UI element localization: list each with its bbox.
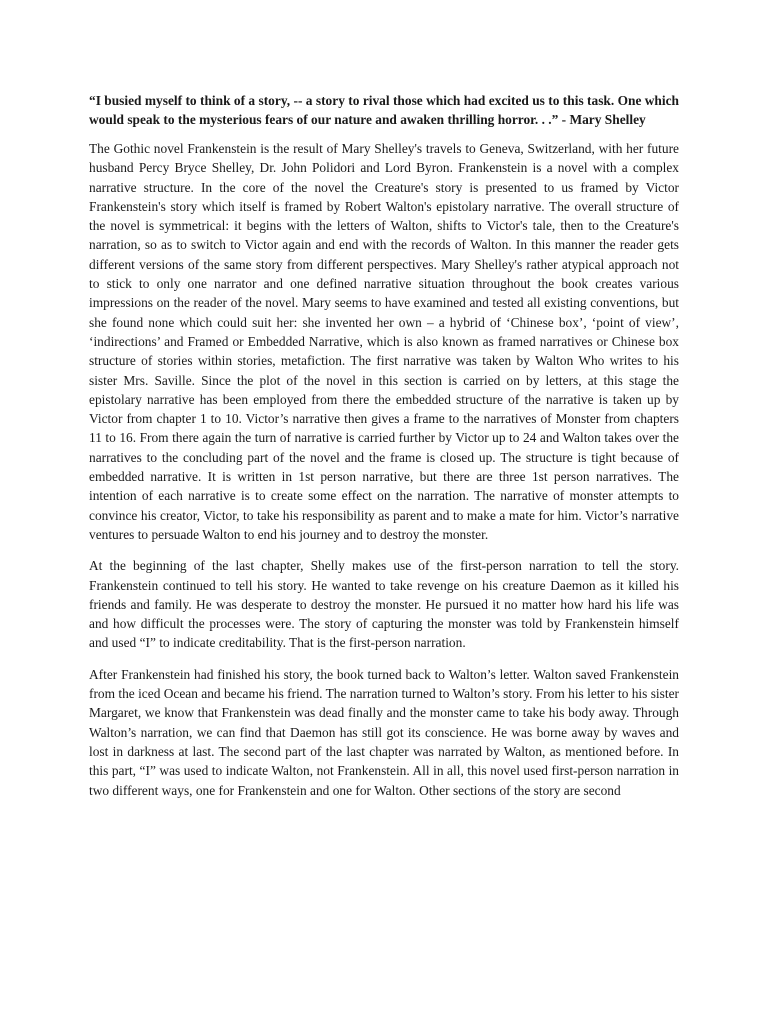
body-paragraph-2: At the beginning of the last chapter, Shelly makes use of the first-person narration to tell the story. Frankenstein continued to tell his story. He wanted to take revenge on his creature Daemon as it killed his friends and family. He was desperate to destroy the monster. He pursued it no matter how hard his life was and how difficult the processes were. The story of capturing the monster was told by Frankenstein himself and used “I” to indicate creditability. That is the first-person narration. bbox=[89, 558, 679, 651]
document-page bbox=[89, 91, 679, 812]
epigraph-quote: “I busied myself to think of a story, -- a story to rival those which had excited us to this task. One which would speak to the mysterious fears of our nature and awaken thrilling horror. . .” - Mary Shelley bbox=[89, 93, 679, 127]
body-paragraph-1: The Gothic novel Frankenstein is the result of Mary Shelley's travels to Geneva, Switzerland, with her future husband Percy Bryce Shelley, Dr. John Polidori and Lord Byron. Frankenstein is a novel with a complex narrative structure. In the core of the novel the Creature's story is presented to us framed by Victor Frankenstein's story which itself is framed by Robert Walton's epistolary narrative. The overall structure of the novel is symmetrical: it begins with the letters of Walton, shifts to Victor's tale, then to the Creature's narration, so as to switch to Victor again and end with the records of Walton. In this manner the reader gets different versions of the same story from different perspectives. Mary Shelley's rather atypical approach not to stick to only one narrator and one defined narrative situation throughout the book creates various impressions on the reader of the novel. Mary seems to have examined and tested all existing conventions, but she found none which could suit her: she invented her own – a hybrid of ‘Chinese box’, ‘point of view’, ‘indirections’ and Framed or Embedded Narrative, which is also known as framed narratives or Chinese box structure of stories within stories, metafiction. The first narrative was taken by Walton Who writes to his sister Mrs. Saville. Since the plot of the novel in this section is carried on by letters, at this stage the epistolary narrative has been employed from there the embedded structure of the narrative is taken up by Victor from chapter 1 to 10. Victor’s narrative then gives a frame to the narratives of Monster from chapters 11 to 16. From there again the turn of narrative is carried further by Victor up to 24 and Walton takes over the narratives to the concluding part of the novel and the frame is closed up. The structure is tight because of embedded narrative. It is written in 1st person narrative, but there are three 1st person narratives. The intention of each narrative is to create some effect on the narration. The narrative of monster attempts to convince his creator, Victor, to take his responsibility as parent and to make a mate for him. Victor’s narrative ventures to persuade Walton to end his journey and to destroy the monster. bbox=[89, 141, 679, 542]
body-paragraph-3: After Frankenstein had finished his story, the book turned back to Walton’s letter. Walton saved Frankenstein from the iced Ocean and became his friend. The narration turned to Walton’s story. From his letter to his sister Margaret, we know that Frankenstein was dead finally and the monster came to take his body away. Through Walton’s narration, we can find that Daemon has still got its conscience. He was borne away by waves and lost in darkness at last. The second part of the last chapter was narrated by Walton, as mentioned before. In this part, “I” was used to indicate Walton, not Frankenstein. All in all, this novel used first-person narration in two different ways, one for Frankenstein and one for Walton. Other sections of the story are second bbox=[89, 666, 679, 798]
